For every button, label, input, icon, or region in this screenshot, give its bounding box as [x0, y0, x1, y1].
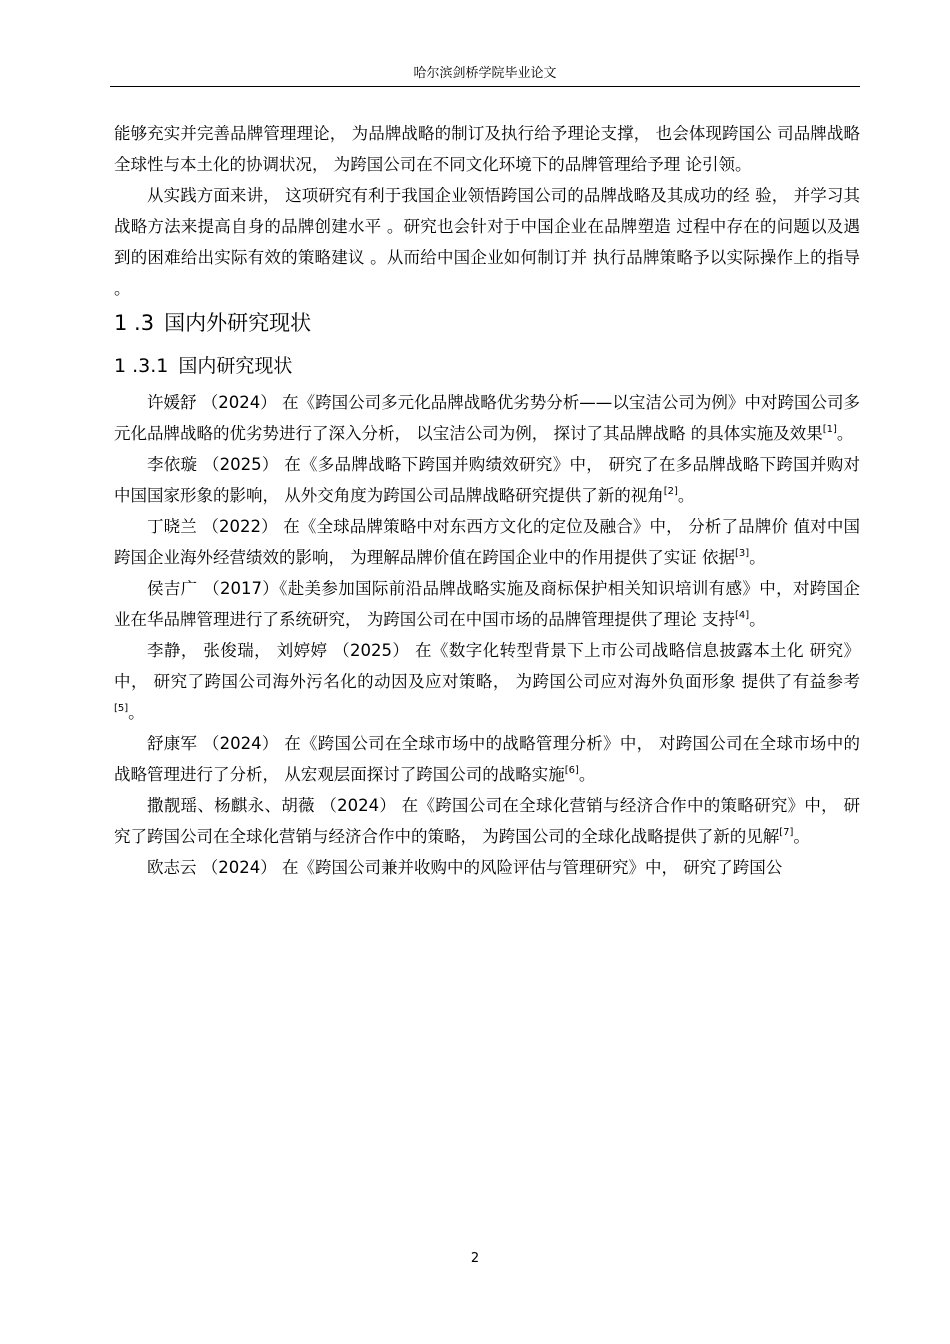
- section-heading: [114, 304, 860, 342]
- reference-paragraph-8: [114, 852, 860, 883]
- reference-paragraph-3: [114, 511, 860, 573]
- reference-paragraph-7: [114, 790, 860, 852]
- reference-paragraph-4: [114, 573, 860, 635]
- citation-marker: [1]: [822, 424, 837, 435]
- reference-tail: 。: [128, 703, 145, 722]
- reference-text: 李静， 张俊瑞， 刘婷婷 （2025） 在《数字化转型背景下上市公司战略信息披露本土化 研究》 中， 研究了跨国公司海外污名化的动因及应对策略， 为跨国公司应对海外负面形象 提供了有益参考: [114, 641, 860, 691]
- reference-tail: 。: [836, 424, 854, 443]
- citation-marker: [2]: [663, 486, 678, 497]
- citation-marker: [4]: [735, 610, 750, 621]
- reference-tail: 。: [677, 486, 695, 505]
- reference-text: 李依璇 （2025） 在《多品牌战略下跨国并购绩效研究》中， 研究了在多品牌战略下跨国并购对中国国家形象的影响， 从外交角度为跨国公司品牌战略研究提供了新的视角: [114, 455, 860, 505]
- intro-paragraph-1: 能够充实并完善品牌管理理论， 为品牌战略的制订及执行给予理论支撑， 也会体现跨国公 司品牌战略全球性与本土化的协调状况， 为跨国公司在不同文化环境下的品牌管理给予理 论引领。: [114, 124, 860, 174]
- header-rule: [110, 86, 860, 87]
- reference-tail: 。: [578, 765, 596, 784]
- citation-marker: [6]: [564, 765, 579, 776]
- subsection-heading: [114, 342, 860, 387]
- citation-marker: [5]: [114, 703, 129, 714]
- reference-paragraph-5: [114, 635, 860, 728]
- reference-text: 撒靓瑶、杨麒永、胡薇 （2024） 在《跨国公司在全球化营销与经济合作中的策略研究》中， 研究了跨国公司在全球化营销与经济合作中的策略， 为跨国公司的全球化战略提供了新的见解: [114, 796, 860, 846]
- reference-text: 舒康军 （2024） 在《跨国公司在全球市场中的战略管理分析》中， 对跨国公司在全球市场中的战略管理进行了分析， 从宏观层面探讨了跨国公司的战略实施: [114, 734, 860, 784]
- page-number: 2: [470, 1251, 480, 1266]
- subsection-title: 国内研究现状: [178, 355, 293, 377]
- section-title: 国内外研究现状: [164, 311, 312, 335]
- running-header: 哈尔滨剑桥学院毕业论文: [413, 66, 557, 81]
- reference-paragraph-1: [114, 387, 860, 449]
- reference-paragraph-6: [114, 728, 860, 790]
- section-number: 1 .3: [114, 311, 155, 335]
- reference-paragraph-2: [114, 449, 860, 511]
- page-body: [114, 118, 860, 883]
- reference-tail: 。: [793, 827, 810, 846]
- citation-marker: [7]: [779, 827, 794, 838]
- reference-text: 丁晓兰 （2022） 在《全球品牌策略中对东西方文化的定位及融合》中， 分析了品牌价 值对中国跨国企业海外经营绩效的影响， 为理解品牌价值在跨国企业中的作用提供了实证 依据: [114, 517, 860, 567]
- subsection-number: 1 .3.1: [114, 355, 169, 377]
- reference-text: 侯吉广 （2017）《赴美参加国际前沿品牌战略实施及商标保护相关知识培训有感》中，对跨国企业在华品牌管理进行了系统研究， 为跨国公司在中国市场的品牌管理提供了理论 支持: [114, 579, 860, 629]
- citation-marker: [3]: [735, 548, 750, 559]
- reference-tail: 。: [749, 610, 766, 629]
- reference-tail: 。: [749, 548, 766, 567]
- intro-paragraph-2: 从实践方面来讲， 这项研究有利于我国企业领悟跨国公司的品牌战略及其成功的经 验， 并学习其战略方法来提高自身的品牌创建水平 。研究也会针对于中国企业在品牌塑造 过程中存在的问题以及遇到的困难给出实际有效的策略建议 。从而给中国企业如何制订并 执行品牌策略予以实际操作上的指导 。: [114, 186, 860, 298]
- reference-text: 许媛舒 （2024） 在《跨国公司多元化品牌战略优劣势分析——以宝洁公司为例》中对跨国公司多元化品牌战略的优劣势进行了深入分析， 以宝洁公司为例， 探讨了其品牌战略 的具体实施及效果: [114, 393, 860, 443]
- reference-text: 欧志云 （2024） 在《跨国公司兼并收购中的风险评估与管理研究》中， 研究了跨国公: [147, 858, 783, 877]
